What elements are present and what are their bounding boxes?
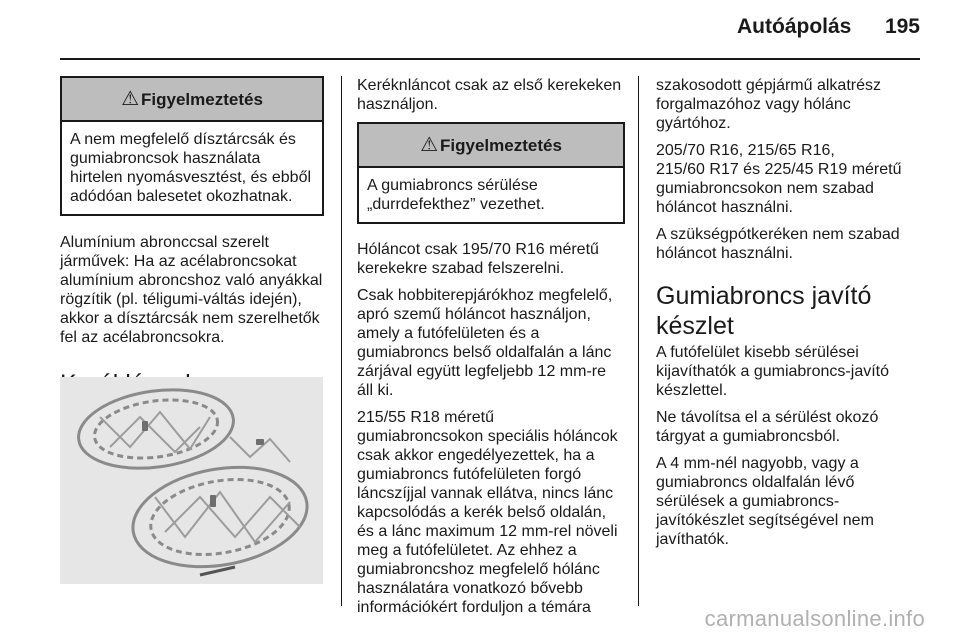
paragraph: 205/70 R16, 215/65 R16, 215/60 R17 és 225/45 R19 méretű gumiabroncsokon nem szabad hóláncot használni. — [656, 142, 902, 216]
warning-box — [357, 122, 625, 224]
column-2 — [357, 76, 625, 625]
paragraph: Ne távolítsa el a sérülést okozó tárgyat a gumiabroncsból. — [656, 409, 879, 445]
warning-header — [62, 78, 322, 122]
warning-triangle-icon: ⚠ — [121, 87, 140, 110]
paragraph: szakosodott gépjármű alkatrész forgalmazóhoz vagy hólánc gyártóhoz. — [656, 77, 881, 132]
watermark: carmanualsonline.info — [704, 606, 925, 631]
column-divider-1 — [341, 76, 342, 606]
warning-title: Figyelmeztetés — [141, 89, 263, 109]
paragraph: A szükségpótkeréken nem szabad hóláncot használni. — [656, 226, 900, 262]
warning-text: A nem megfelelő dísztárcsák és gumiabroncsok használata hirtelen nyomásvesztést, és ebből adódóan balesetet okozhatnak. — [70, 131, 312, 205]
paragraph: A 4 mm-nél nagyobb, vagy a gumiabroncs oldalfalán lévő sérülések a gumiabroncs- javítókészlet segítségével nem javíthatók. — [656, 455, 874, 548]
page-number: 195 — [884, 15, 920, 38]
running-header-title: Autóápolás — [737, 15, 852, 38]
column-1 — [60, 76, 324, 417]
warning-text: A gumiabroncs sérülése „durrdefekthez” vezethet. — [367, 177, 545, 213]
paragraph: Hóláncot csak 195/70 R16 méretű kerekekre szabad felszerelni. — [357, 241, 599, 277]
column-divider-2 — [638, 76, 639, 606]
paragraph: Alumínium abronccsal szerelt járművek: Ha az acélabroncsokat alumínium abroncshoz való anyákkal rögzítik (pl. téligumi-váltás idején), akkor a dísztárcsák nem szerelhetők fel az acélabroncsokra. — [60, 234, 323, 346]
paragraph: 215/55 R18 méretű gumiabroncsokon speciális hóláncok csak akkor engedélyezettek, ha a gumiabroncs futófelületen forgó láncszíjjal vannak ellátva, nincs lánc kapcsolódás a kerék belső oldalán, és a lánc maximum 12 mm-rel növeli meg a futófelületet. Az ehhez a gumiabroncshoz megfelelő hólánc használatára vonatkozó bővebb információkért forduljon a témára — [357, 409, 618, 616]
warning-header — [359, 124, 623, 168]
paragraph: Keréknláncot csak az első kerekeken használjon. — [357, 77, 622, 113]
snow-chain-illustration — [60, 377, 323, 584]
warning-triangle-icon: ⚠ — [420, 133, 439, 156]
column-3 — [656, 76, 920, 557]
section-heading: Gumiabroncs javító készlet — [656, 282, 872, 340]
header-divider — [60, 58, 920, 60]
paragraph: Csak hobbiterepjárókhoz megfelelő, apró szemű hóláncot használjon, amely a futófelületen és a gumiabroncs belső oldalfalán a lánc zárjával együtt legfeljebb 12 mm-re áll ki. — [357, 287, 613, 399]
paragraph: A futófelület kisebb sérülései kijavíthatók a gumiabroncs-javító készlettel. — [656, 344, 889, 399]
warning-box — [60, 76, 324, 216]
warning-title: Figyelmeztetés — [440, 135, 562, 155]
